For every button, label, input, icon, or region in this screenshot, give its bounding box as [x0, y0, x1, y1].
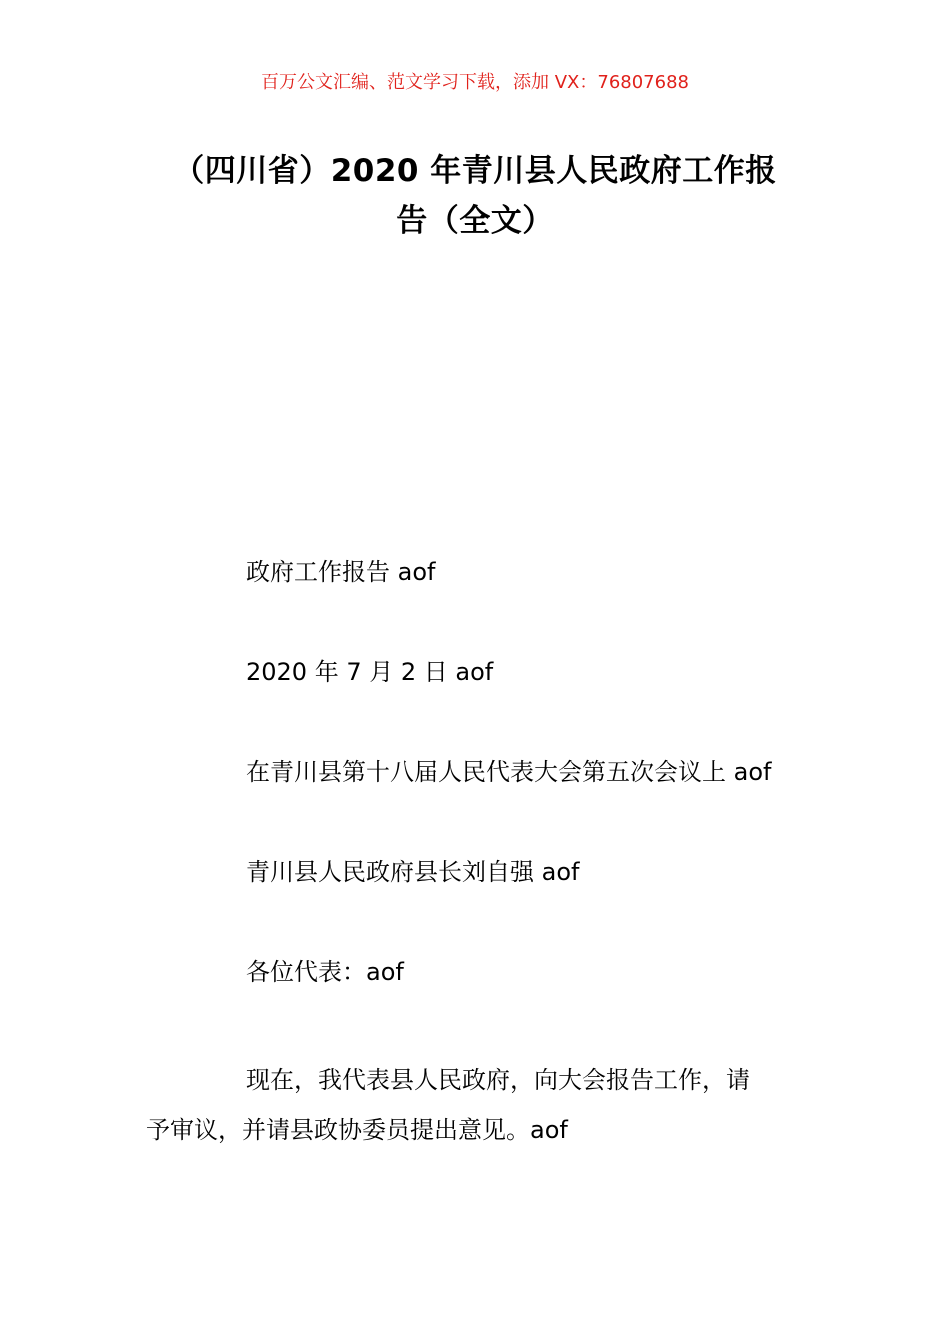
header-promo-note: 百万公文汇编、范文学习下载，添加 VX：76807688 — [261, 72, 689, 93]
title-line-2: 告（全文） — [396, 203, 554, 239]
document-title — [140, 146, 810, 246]
meeting-line: 在青川县第十八届人民代表大会第五次会议上 aof — [246, 758, 772, 786]
paragraph-line-1: 现在，我代表县人民政府，向大会报告工作，请 — [246, 1066, 750, 1094]
report-date: 2020 年 7 月 2 日 aof — [246, 658, 494, 686]
title-line-1: （四川省）2020 年青川县人民政府工作报 — [173, 153, 777, 189]
salutation: 各位代表：aof — [246, 958, 404, 986]
speaker-line: 青川县人民政府县长刘自强 aof — [246, 858, 580, 886]
paragraph-line-2: 予审议，并请县政协委员提出意见。aof — [146, 1116, 568, 1144]
report-label: 政府工作报告 aof — [246, 558, 436, 586]
opening-paragraph — [146, 1055, 816, 1155]
